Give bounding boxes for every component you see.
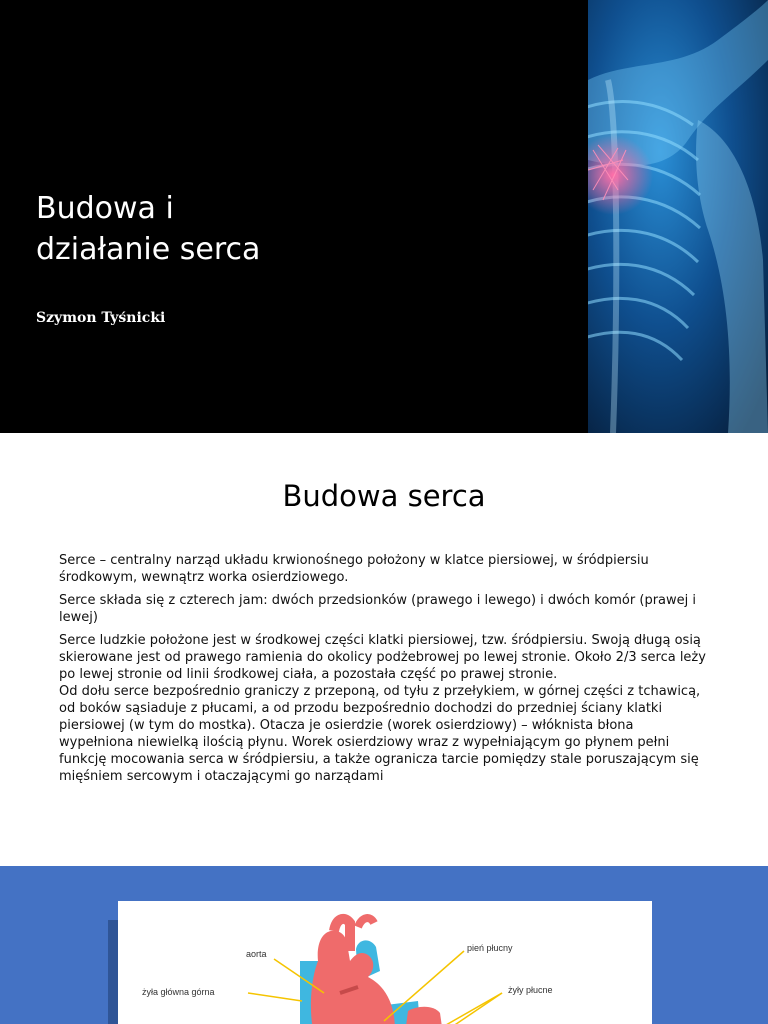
content-slide bbox=[0, 433, 768, 866]
presentation-title bbox=[36, 188, 260, 270]
paragraph: Od dołu serce bezpośrednio graniczy z przeponą, od tyłu z przełykiem, w górnej części z tchawicą, od boków sąsiaduje z płucami, a od przodu bezpośrednio dochodzi do przedniej ściany klatki piersiowej (w tym do mostka). Otacza je osierdzie (worek osierdziowy) – włóknista błona wypełniona niewielką ilością płynu. Worek osierdziowy wraz z wypełniającym go płynem pełni funkcję mocowania serca w śródpiersiu, a także ogranicza tarcie pomiędzy stale poruszającym się mięśniem sercowym i otaczającymi go narządami bbox=[59, 684, 701, 784]
label-pien-plucny: pień płucny bbox=[467, 943, 513, 953]
card-shadow bbox=[108, 920, 118, 1024]
heart-diagram bbox=[118, 901, 652, 1024]
paragraph: Serce składa się z czterech jam: dwóch przedsionków (prawego i lewego) i dwóch komór (prawej i lewej) bbox=[59, 593, 696, 625]
slide-body-text bbox=[59, 552, 711, 791]
slide-heading: Budowa serca bbox=[282, 479, 486, 513]
title-slide bbox=[0, 0, 768, 433]
paragraph: Serce ludzkie położone jest w środkowej części klatki piersiowej, tzw. śródpiersiu. Swoją długą osią skierowane jest od prawego ramienia do okolicy podżebrowej po lewej stronie. Około 2/3 serca leży po lewej stronie od linii środkowej ciała, a pozostała część po prawej stronie. bbox=[59, 633, 706, 682]
xray-chest-image bbox=[588, 0, 768, 433]
diagram-slide bbox=[0, 866, 768, 1024]
label-zyla-glowna-gorna: żyła główna górna bbox=[142, 987, 215, 997]
heart-diagram-card bbox=[118, 901, 652, 1024]
label-zyly-plucne: żyły płucne bbox=[508, 985, 553, 995]
paragraph: Serce – centralny narząd układu krwionośnego położony w klatce piersiowej, w śródpiersiu środkowym, wewnątrz worka osierdziowego. bbox=[59, 553, 649, 585]
label-aorta: aorta bbox=[246, 949, 267, 959]
title-line-1: Budowa i bbox=[36, 191, 174, 226]
author-name: Szymon Tyśnicki bbox=[36, 310, 166, 326]
title-line-2: działanie serca bbox=[36, 232, 261, 267]
